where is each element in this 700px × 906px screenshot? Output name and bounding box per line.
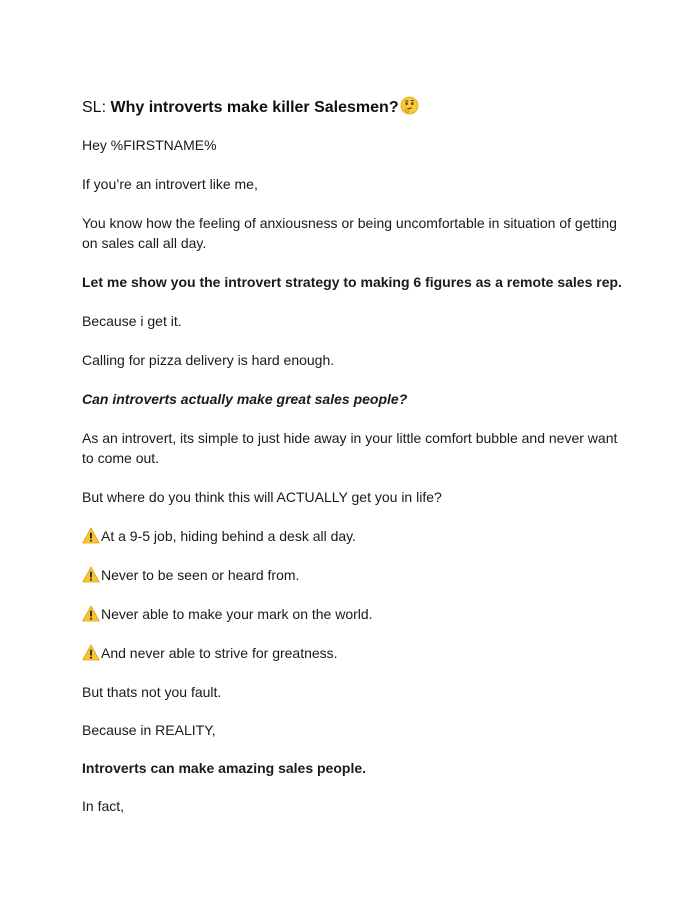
- greeting-text: Hey %FIRSTNAME%: [82, 137, 217, 153]
- warning-item: [82, 526, 622, 546]
- warning-item: [82, 565, 622, 585]
- feeling-text: You know how the feeling of anxiousness or being uncomfortable in situation of getting on sales call all day.: [82, 215, 617, 251]
- question-text: Can introverts actually make great sales people?: [82, 391, 408, 407]
- subject-prefix: SL:: [82, 99, 111, 116]
- document-page: [82, 96, 622, 834]
- strategy-text: Let me show you the introvert strategy to making 6 figures as a remote sales rep.: [82, 274, 622, 290]
- warning-list: [82, 526, 622, 663]
- warning-icon: [82, 566, 100, 583]
- warning-icon: [82, 605, 100, 622]
- where-text: But where do you think this will ACTUALLY get you in life?: [82, 489, 442, 505]
- comfort-bubble-text: As an introvert, its simple to just hide away in your little comfort bubble and never want to come out.: [82, 430, 618, 466]
- pizza-text: Calling for pizza delivery is hard enough.: [82, 352, 335, 368]
- get-it-text: Because i get it.: [82, 313, 182, 329]
- reality-text: Because in REALITY,: [82, 722, 216, 738]
- intro-paragraphs: [82, 135, 622, 507]
- warning-item: [82, 604, 622, 624]
- warning-text: At a 9-5 job, hiding behind a desk all day.: [101, 528, 357, 544]
- amazing-text: Introverts can make amazing sales people.: [82, 760, 367, 776]
- not-fault-text: But thats not you fault.: [82, 684, 222, 700]
- warning-text: Never to be seen or heard from.: [101, 567, 300, 583]
- closing-paragraphs: [82, 682, 622, 816]
- warning-text: And never able to strive for greatness.: [101, 645, 338, 661]
- thinking-face-icon: [400, 96, 419, 115]
- warning-item: [82, 643, 622, 663]
- warning-icon: [82, 527, 100, 544]
- in-fact-text: In fact,: [82, 798, 125, 814]
- warning-icon: [82, 644, 100, 661]
- subject-title: Why introverts make killer Salesmen?: [110, 99, 399, 116]
- intro-text: If you’re an introvert like me,: [82, 176, 258, 192]
- subject-line: [82, 96, 622, 120]
- warning-text: Never able to make your mark on the world.: [101, 606, 373, 622]
